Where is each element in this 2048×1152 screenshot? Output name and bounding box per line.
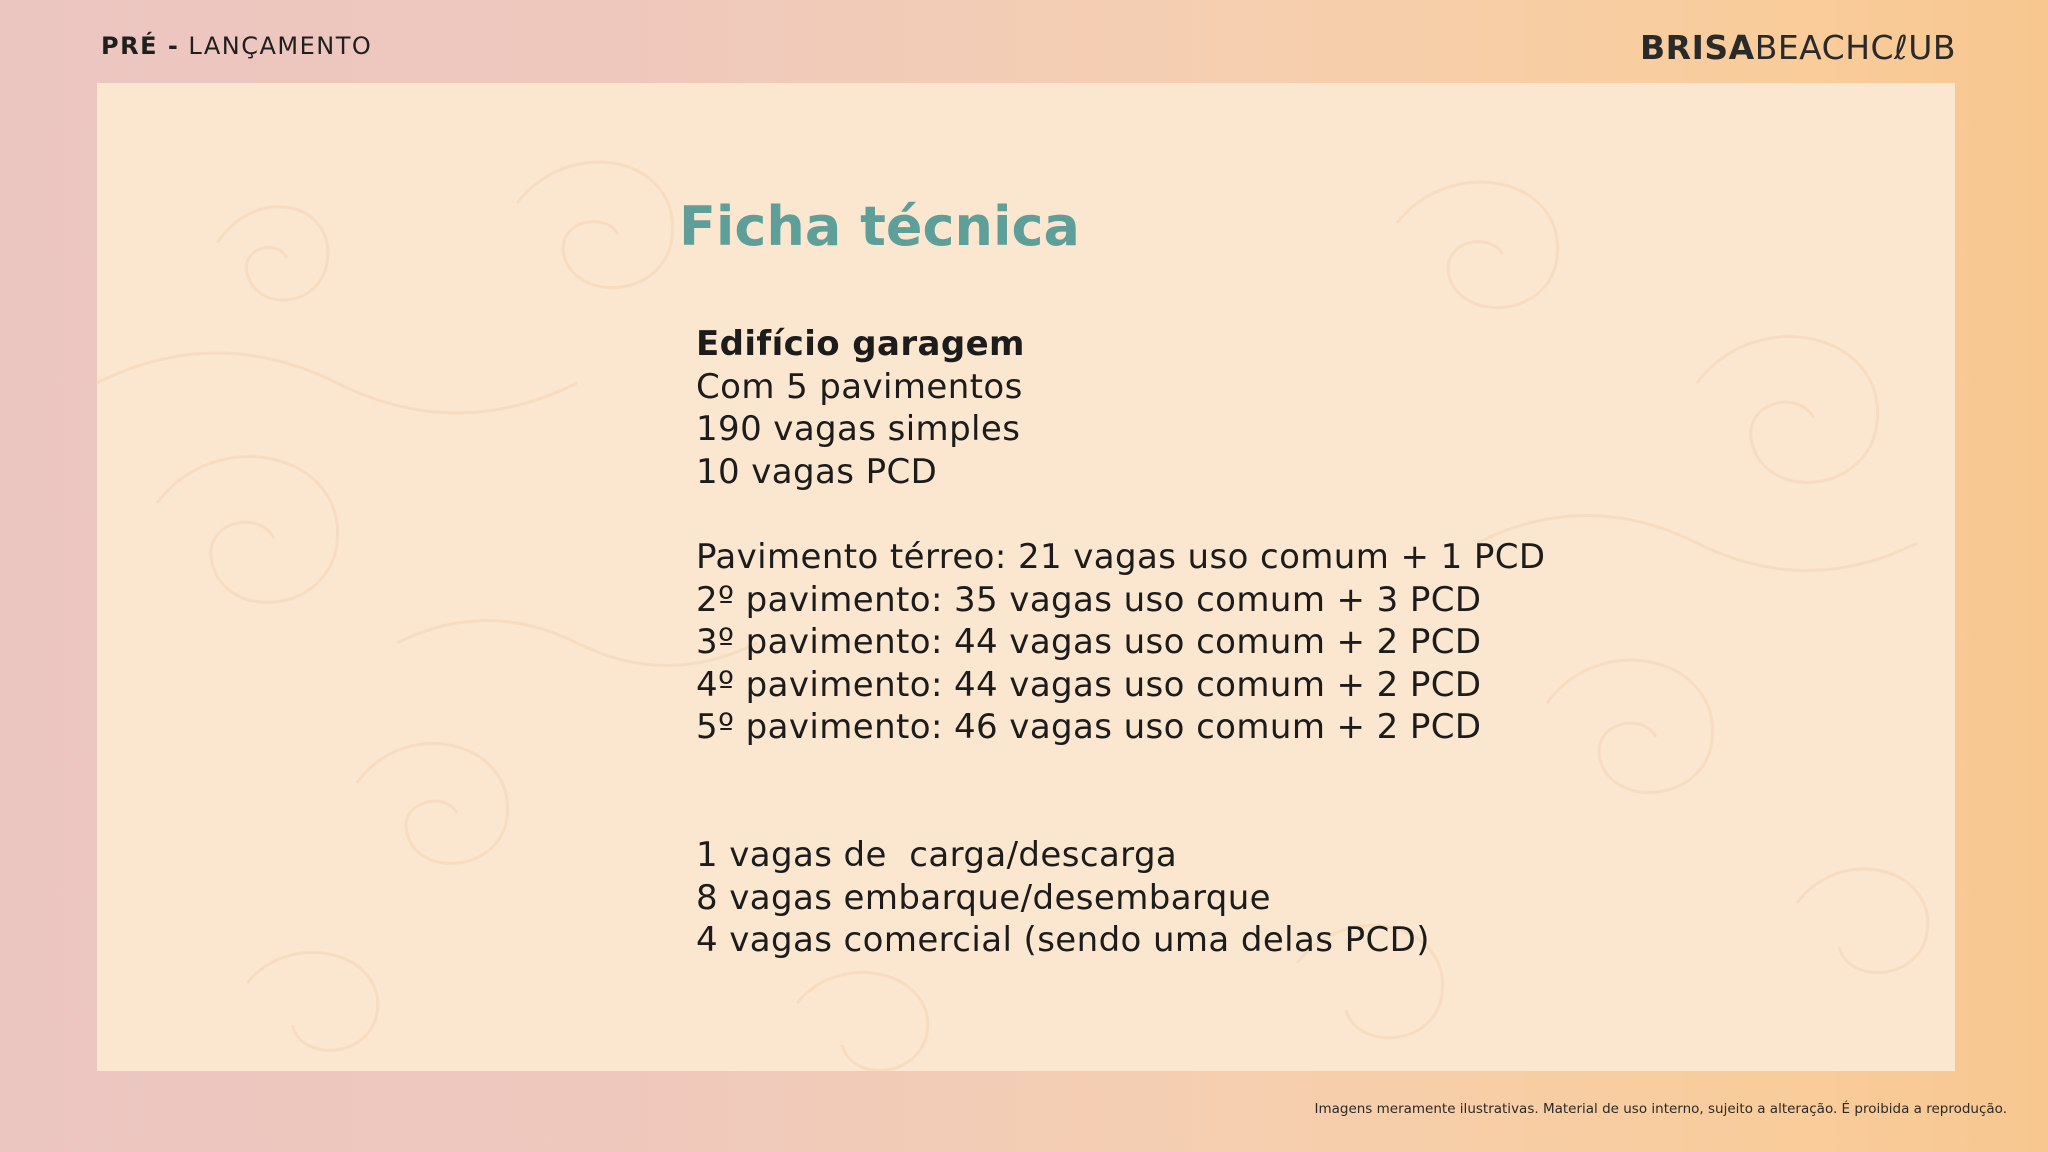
extra-line: 8 vagas embarque/desembarque — [696, 877, 1271, 918]
header-tag — [101, 32, 372, 60]
spec-sheet — [696, 323, 1545, 962]
header-tag-strong: PRÉ - — [101, 32, 180, 60]
page-title: Ficha técnica — [679, 195, 1080, 258]
floor-line: 5º pavimento: 46 vagas uso comum + 2 PCD — [696, 707, 1482, 748]
footer-disclaimer: Imagens meramente ilustrativas. Material de uso interno, sujeito a alteração. É proibida a reprodução. — [1314, 1101, 2007, 1117]
floor-line: Pavimento térreo: 21 vagas uso comum + 1 PCD — [696, 536, 1546, 577]
summary-line: 10 vagas PCD — [696, 451, 938, 492]
brand-logo — [1640, 28, 1956, 67]
floor-line: 4º pavimento: 44 vagas uso comum + 2 PCD — [696, 664, 1482, 705]
summary-line: Com 5 pavimentos — [696, 366, 1023, 407]
summary-line: 190 vagas simples — [696, 409, 1021, 450]
extra-line: 1 vagas de carga/descarga — [696, 834, 1178, 875]
content-panel — [97, 83, 1955, 1071]
header-tag-rest: LANÇAMENTO — [179, 32, 373, 60]
floor-line: 3º pavimento: 44 vagas uso comum + 2 PCD — [696, 622, 1482, 663]
brand-logo-regular: BEACHCℓUB — [1754, 28, 1956, 67]
section-heading: Edifício garagem — [696, 324, 1025, 364]
extra-line: 4 vagas comercial (sendo uma delas PCD) — [696, 920, 1430, 961]
brand-logo-bold: BRISA — [1640, 28, 1755, 67]
floor-line: 2º pavimento: 35 vagas uso comum + 3 PCD — [696, 579, 1482, 620]
